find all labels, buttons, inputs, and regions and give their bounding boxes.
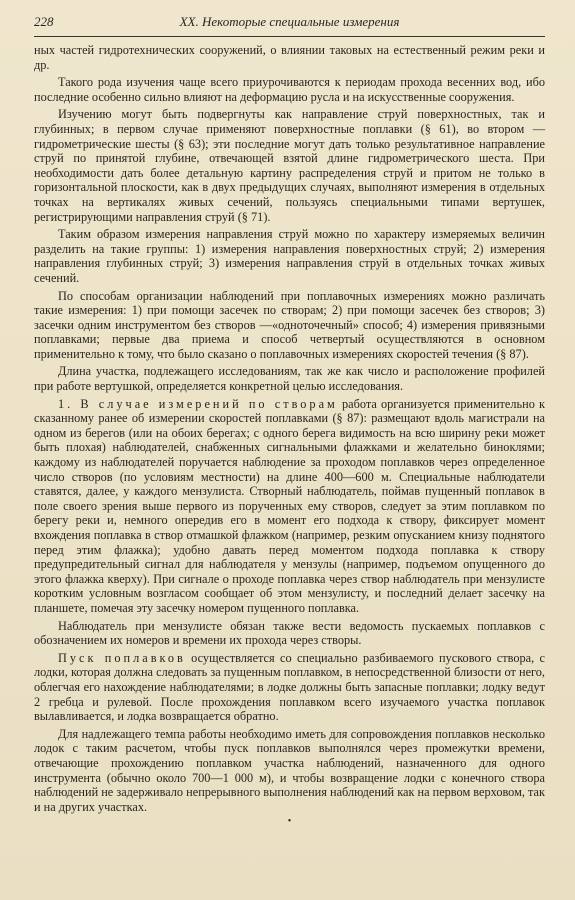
paragraph [34,289,545,362]
paragraph [34,107,545,224]
paragraph [34,227,545,285]
paragraph [34,397,545,616]
paragraph-text: работа организуется применительно к сказанному ранее об измерении скоростей поплавками (§ 87): размещают вдоль магистрали на одном из берегов (или на обоих берегах; с одного берега видимость на всю ширину реки может быть плохая) наблюдателей, снабженных сигнальными флажками и желательно биноклями; каждому из наблюдателей поручается наблюдение за проходом поплавков через определенное число створов (по условиям местности) на длине 400—600 м. Специальные наблюдатели ставятся, далее, у каждого мензулиста. Створный наблюдатель, поймав пущенный поплавок в поле своего зрения выше первого из порученных ему створов, следует за этим поплавком по берегу реки и, немного опередив его в момент его подхода к створу, фиксирует момент вхождения поплавка в створ отмашкой флажком (например, резким опусканием книзу поднятого перед этим флажка); удобно давать перед моментом подхода поплавка к створу предупредительный сигнал для наблюдателя у мензулы (например, подъемом опущенного до этого флажка кверху). При сигнале о проходе поплавка через створ наблюдатель при мензулисте коротким условным возгласом сообщает об этом мензулисту, и последний делает засечку на планшете, помечая эту засечку номером пущенного поплавка. [34,396,545,615]
paragraph [34,75,545,104]
paragraph-text: ных частей гидротехнических сооружений, о влиянии таковых на естественный режим реки и др. [34,43,545,72]
paragraph [34,43,545,72]
paragraph-text: По способам организации наблюдений при поплавочных измерениях можно различать такие измерения: 1) при помощи засечек по створам; 2) при помощи засечек без створов; 3) засечки одним инструментом без створов —«одноточечный» способ; 4) измерения привязными поплавками; первые два приема и способ четвертый осуществляются в основном применительно к тому, что было сказано о поплавочных измерениях скоростей течения (§ 87). [34,288,545,361]
body-text [34,43,545,814]
running-title: XX. Некоторые специальные измерения [179,14,400,29]
paragraph [34,651,545,724]
spaced-lead: Пуск поплавков [58,650,186,665]
paragraph-text: Длина участка, подлежащего исследованиям, так же как число и расположение профилей при работе вертушкой, определяется конкретной целью исследования. [34,364,545,394]
paragraph [34,364,545,393]
paragraph-text: осуществляется со специально разбиваемого пускового створа, с лодки, которая должна следовать за пущенным поплавком, в непосредственной близости от него, облегчая его нахождение наблюдателями; в лодке должны быть запасные поплавки; лодку ведут 2 гребца и рулевой. После прохождения поплавком всего изучаемого участка поплавок вылавливается, и лодка возвращается обратно. [34,650,545,724]
paragraph-text: Такого рода изучения чаще всего приурочиваются к периодам прохода весенних вод, ибо последние особенно сильно влияют на деформацию русла и на искусственные сооружения. [34,75,545,104]
paragraph-text: Наблюдатель при мензулисте обязан также вести ведомость пускаемых поплавков с обозначением их номеров и времени их прохода через створы. [34,618,545,648]
paragraph-text: Изучению могут быть подвергнуты как направление струй поверхностных, так и глубинных; в первом случае применяют поверхностные поплавки (§ 61), во втором — гидрометрические шесты (§ 63); эти последние могут дать только результативное направление струй по принятой глубине, отвечающей взятой длине гидрометрического шеста. При необходимости дать более детальную картину распределения струй и притом не только в горизонтальной плоскости, как в двух предыдущих случаях, выполняют измерения в отдельных точках на вертикалях живых сечений, пользуясь специальными типами вертушек, регистрирующими направления струй (§ 71). [34,107,545,224]
paragraph [34,619,545,648]
paragraph-text: Для надлежащего темпа работы необходимо иметь для сопровождения поплавков несколько лодок с таким расчетом, чтобы пуск поплавков выполнялся через промежутки времени, отвечающие прохождению поплавком участка наблюдений, назначенного для одного инструмента (обычно около 700—1 000 м), и чтобы возвращение лодки с конечного створа наблюдений не задерживало непрерывного выполнения наблюдений как на первом верховом, так и на других участках. [34,726,545,814]
page-number: 228 [34,14,54,29]
paragraph-text: Таким образом измерения направления струй можно по характеру измеряемых величин разделить на такие группы: 1) измерения направления поверхностных струй; 2) измерения направления глубинных струй; 3) измерения направления струй в отдельных точках живых сечений. [34,227,545,285]
spaced-lead: 1. В случае измерений по створам [58,396,338,411]
footer-bullet: • [287,816,292,828]
page-header [34,14,545,37]
paragraph [34,727,545,815]
